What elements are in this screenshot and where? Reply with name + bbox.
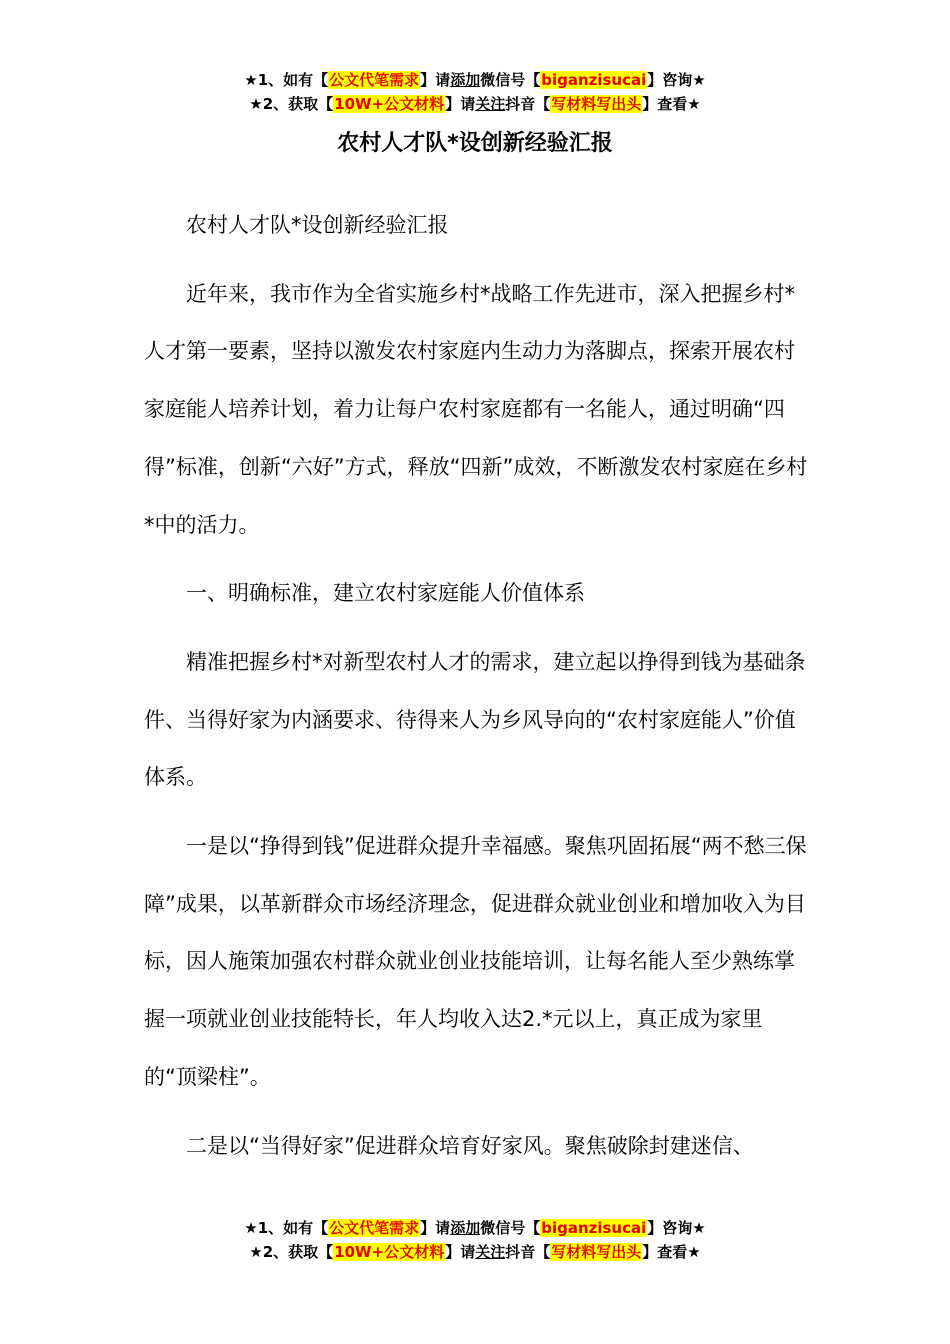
section-heading: 一、明确标准，建立农村家庭能人价值体系 [186,581,585,606]
highlight-douyin: 写材料写出头 [551,95,642,113]
document-body [144,197,812,1175]
highlight-douyin: 写材料写出头 [551,1243,642,1261]
highlight-materials: 10W+公文材料 [334,95,445,113]
highlight-service: 公文代笔需求 [329,1219,420,1237]
highlight-wechat-id: biganzisucai [541,1219,647,1237]
promo-banner-top [0,68,950,116]
promo-line-1: ★1、如有【公文代笔需求】请添加微信号【biganzisucai】咨询★ [244,1219,706,1237]
promo-line-2: ★2、获取【10W+公文材料】请关注抖音【写材料写出头】查看★ [249,1243,701,1261]
paragraph-point-2: 二是以“当得好家”促进群众培育好家风。聚焦破除封建迷信、 [186,1133,754,1158]
paragraph-section-body: 精准把握乡村*对新型农村人才的需求，建立起以挣得到钱为基础条件、当得好家为内涵要求、待得来人为乡风导向的“农村家庭能人”价值体系。 [144,649,806,790]
highlight-materials: 10W+公文材料 [334,1243,445,1261]
highlight-wechat-id: biganzisucai [541,71,647,89]
highlight-service: 公文代笔需求 [329,71,420,89]
promo-line-1: ★1、如有【公文代笔需求】请添加微信号【biganzisucai】咨询★ [244,71,706,89]
promo-line-2: ★2、获取【10W+公文材料】请关注抖音【写材料写出头】查看★ [249,95,701,113]
paragraph-subtitle: 农村人才队*设创新经验汇报 [186,213,449,237]
promo-banner-bottom [0,1216,950,1264]
document-title: 农村人才队*设创新经验汇报 [337,131,613,156]
paragraph-intro: 近年来，我市作为全省实施乡村*战略工作先进市，深入把握乡村*人才第一要素，坚持以激发农村家庭内生动力为落脚点，探索开展农村家庭能人培养计划，着力让每户农村家庭都有一名能人，通过明确“四得”标准，创新“六好”方式，释放“四新”成效，不断激发农村家庭在乡村*中的活力。 [144,281,808,537]
paragraph-point-1: 一是以“挣得到钱”促进群众提升幸福感。聚焦巩固拓展“两不愁三保障”成果，以革新群众市场经济理念，促进群众就业创业和增加收入为目标，因人施策加强农村群众就业创业技能培训，让每名能人至少熟练掌握一项就业创业技能特长，年人均收入达2.*元以上，真正成为家里的“顶梁柱”。 [144,834,807,1089]
